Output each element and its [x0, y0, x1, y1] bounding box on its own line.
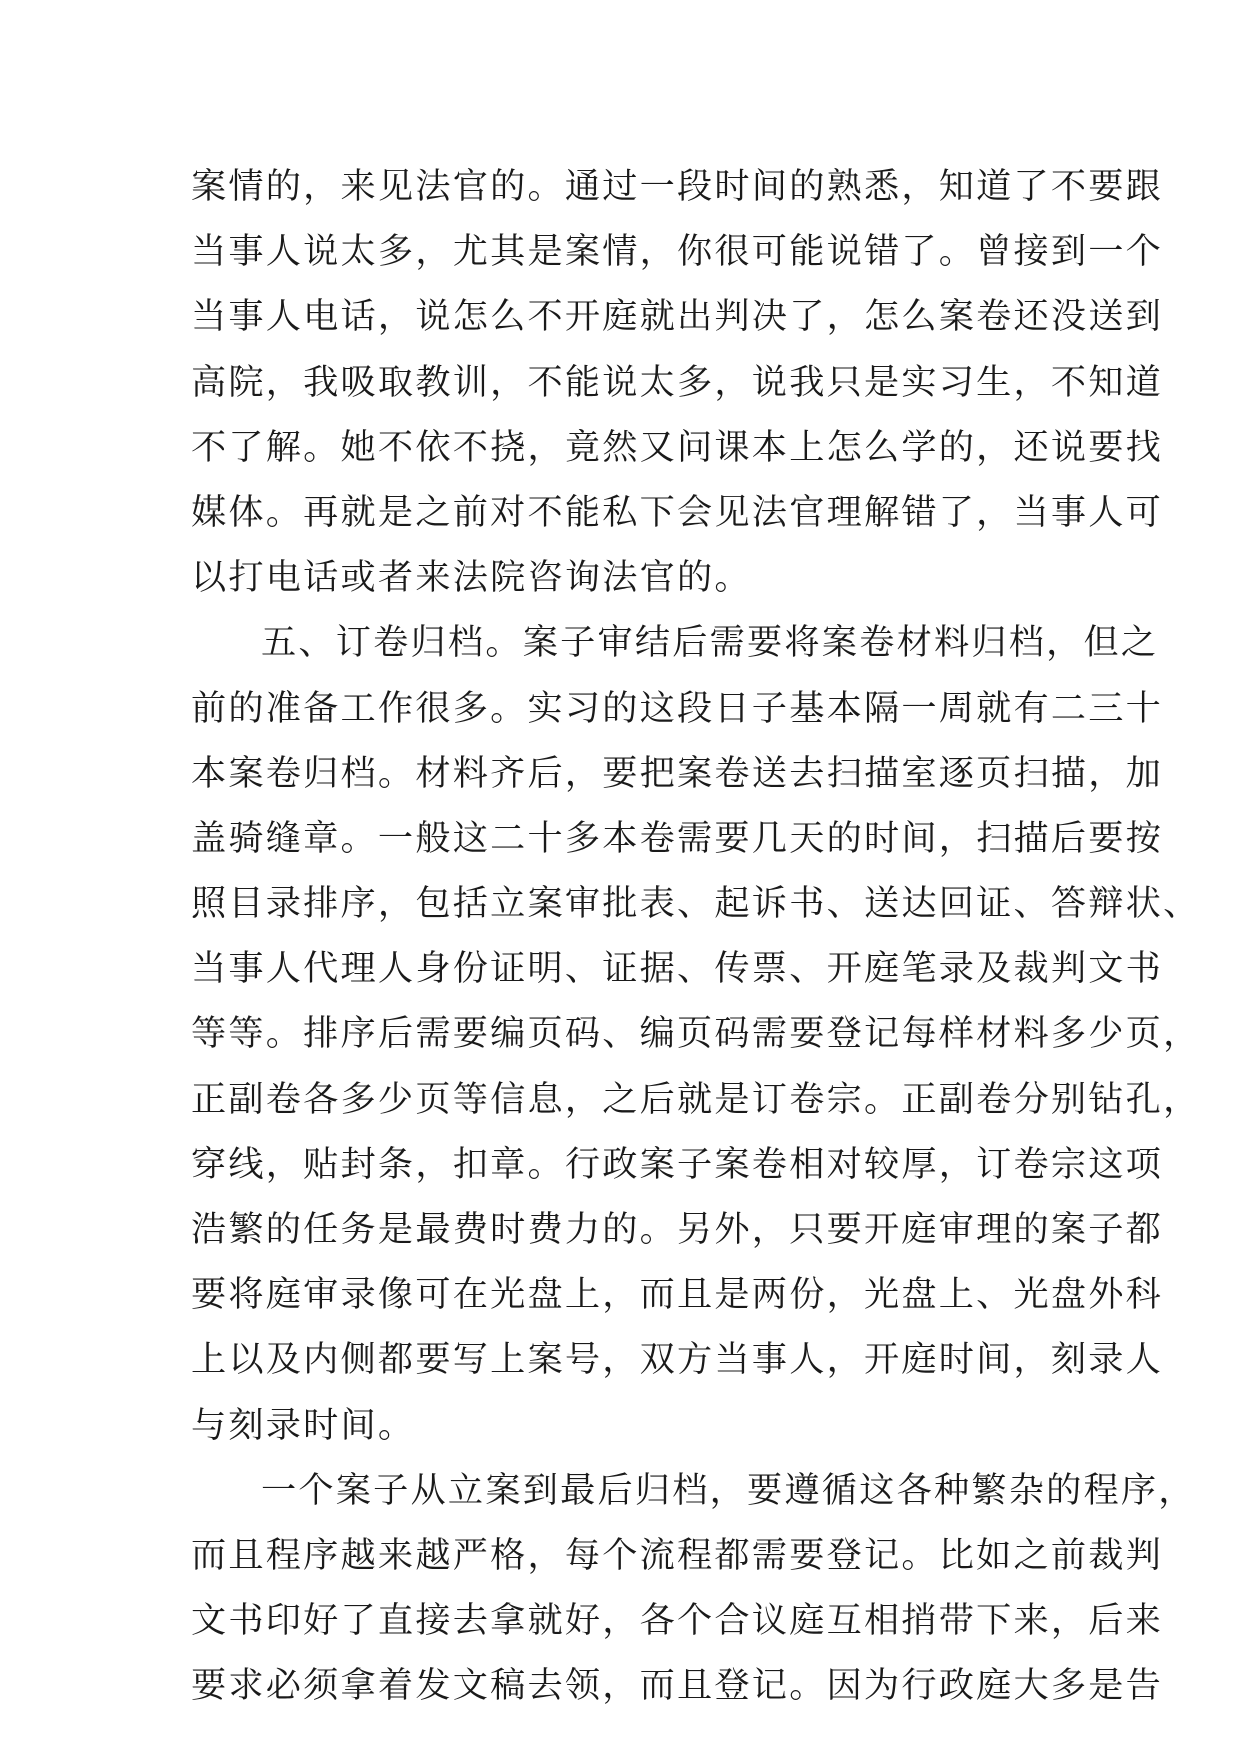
text-line: 与刻录时间。 — [191, 1404, 416, 1446]
text-line: 前的准备工作很多。实习的这段日子基本隔一周就有二三十 — [191, 687, 1164, 729]
text-line: 五、订卷归档。案子审结后需要将案卷材料归档，但之 — [261, 622, 1159, 664]
text-line: 媒体。再就是之前对不能私下会见法官理解错了，当事人可 — [191, 491, 1164, 533]
text-line: 案情的，来见法官的。通过一段时间的熟悉，知道了不要跟 — [191, 166, 1164, 207]
text-line: 要将庭审录像可在光盘上，而且是两份，光盘上、光盘外科 — [191, 1274, 1164, 1316]
text-line: 当事人电话，说怎么不开庭就出判决了，怎么案卷还没送到 — [191, 296, 1164, 338]
text-line: 穿线，贴封条，扣章。行政案子案卷相对较厚，订卷宗这项 — [191, 1143, 1164, 1185]
text-line: 照目录排序，包括立案审批表、起诉书、送达回证、答辩状、 — [191, 883, 1201, 925]
text-line: 本案卷归档。材料齐后，要把案卷送去扫描室逐页扫描，加 — [191, 752, 1164, 794]
text-line: 高院，我吸取教训，不能说太多，说我只是实习生，不知道 — [191, 361, 1164, 403]
text-line: 盖骑缝章。一般这二十多本卷需要几天的时间，扫描后要按 — [191, 817, 1164, 859]
body-text — [191, 154, 1201, 1719]
text-line: 当事人代理人身份证明、证据、传票、开庭笔录及裁判文书 — [191, 948, 1164, 990]
text-line: 上以及内侧都要写上案号，双方当事人，开庭时间，刻录人 — [191, 1339, 1164, 1381]
text-line: 一个案子从立案到最后归档，要遵循这各种繁杂的程序， — [261, 1469, 1196, 1511]
text-line: 而且程序越来越严格，每个流程都需要登记。比如之前裁判 — [191, 1534, 1164, 1576]
text-line: 正副卷各多少页等信息，之后就是订卷宗。正副卷分别钻孔， — [191, 1078, 1201, 1120]
text-line: 浩繁的任务是最费时费力的。另外，只要开庭审理的案子都 — [191, 1209, 1164, 1250]
text-line: 当事人说太多，尤其是案情，你很可能说错了。曾接到一个 — [191, 231, 1164, 273]
text-line: 以打电话或者来法院咨询法官的。 — [191, 557, 752, 599]
text-line: 不了解。她不依不挠，竟然又问课本上怎么学的，还说要找 — [191, 426, 1164, 468]
text-line: 文书印好了直接去拿就好，各个合议庭互相捎带下来，后来 — [191, 1600, 1164, 1642]
text-line: 要求必须拿着发文稿去领，而且登记。因为行政庭大多是告 — [191, 1665, 1164, 1707]
text-line: 等等。排序后需要编页码、编页码需要登记每样材料多少页， — [191, 1013, 1201, 1055]
